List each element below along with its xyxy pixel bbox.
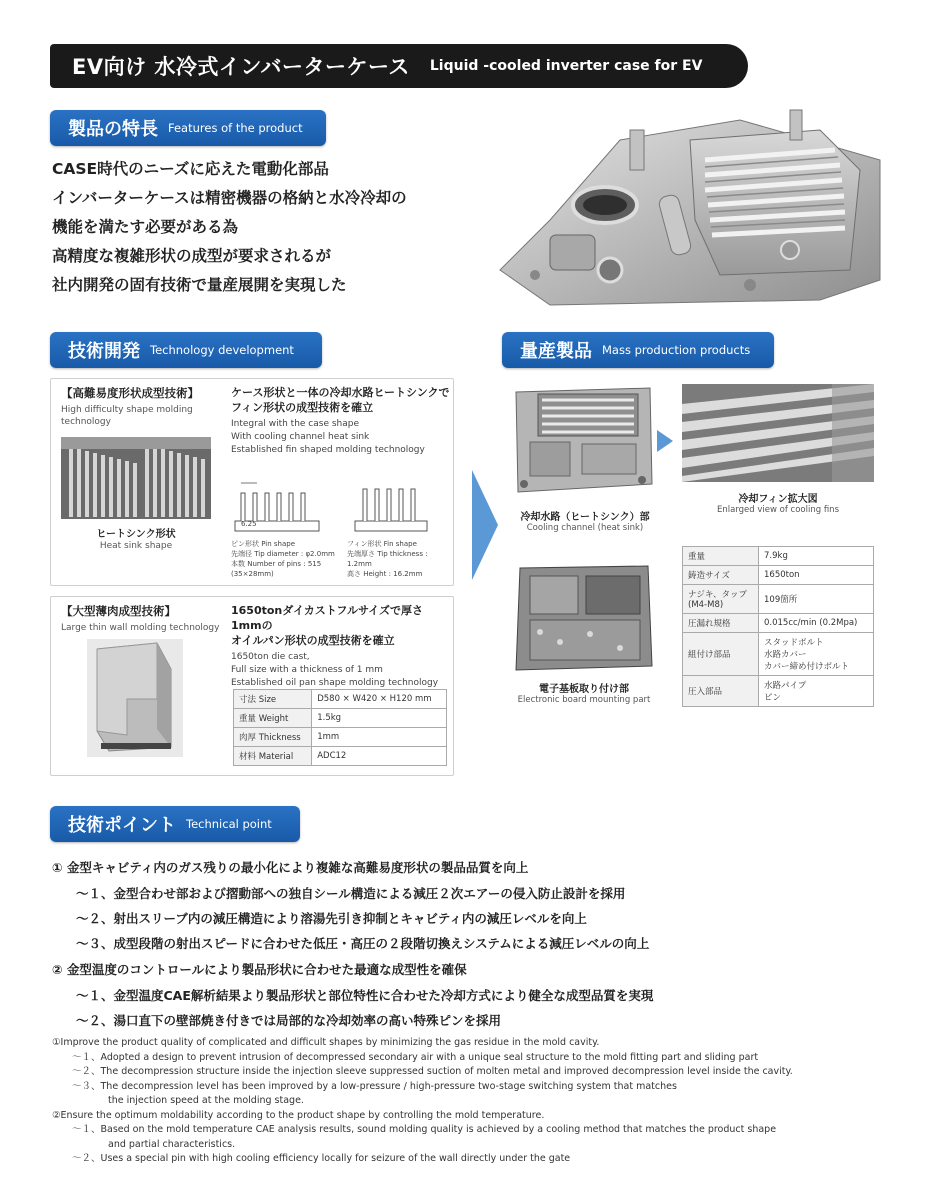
spec-value: 109箇所 xyxy=(759,585,874,614)
fins-caption-jp: 冷却フィン拡大図 xyxy=(738,494,818,505)
features-line: CASE時代のニーズに応えた電動化部品 xyxy=(52,160,329,178)
table-row xyxy=(683,566,874,585)
tech-point-en-line: ②Ensure the optimum moldability according to the product shape by controlling the mold temperature. xyxy=(52,1109,545,1121)
spec-value: 1650ton xyxy=(759,566,874,585)
mass-heading-en: Mass production products xyxy=(602,343,751,357)
spec-key: 肉厚 Thickness xyxy=(234,728,312,747)
fin-spec-3: 高さ Height : 16.2mm xyxy=(347,570,423,578)
board-caption-en: Electronic board mounting part xyxy=(517,695,651,705)
tech-point-english xyxy=(52,1036,912,1167)
spec-key: 組付け部品 xyxy=(683,633,759,676)
tech-point-en-line: ①Improve the product quality of complicated and difficult shapes by minimizing the gas residue in the mold cavity. xyxy=(52,1037,600,1048)
spec-key: ナジキ、タップ (M4-M8) xyxy=(683,585,759,614)
fin-shape-diagram xyxy=(351,475,431,535)
table-row xyxy=(683,547,874,566)
features-heading xyxy=(50,110,326,146)
board-caption-jp: 電子基板取り付け部 xyxy=(539,684,629,695)
spec-value: 1.5kg xyxy=(312,709,447,728)
panel1-desc-en-1: Integral with the case shape xyxy=(231,419,360,429)
panel1-desc-en-3: Established fin shaped molding technology xyxy=(231,445,425,455)
features-line: 高精度な複雑形状の成型が要求されるが xyxy=(52,247,332,265)
chevron-right-icon xyxy=(470,470,500,580)
oil-pan-photo xyxy=(87,639,183,757)
table-row xyxy=(683,676,874,707)
spec-key: 寸法 Size xyxy=(234,690,312,709)
spec-value: ADC12 xyxy=(312,747,447,766)
spec-value: 7.9kg xyxy=(759,547,874,566)
tech-point-line: ～１、金型温度CAE解析結果より製品形状と部位特性に合わせた冷却方式により健全な成型品質を実現 xyxy=(76,988,654,1003)
panel1-title-en-1: High difficulty shape molding xyxy=(61,405,193,415)
pin-spec-2: 先端径 Tip diameter : φ2.0mm xyxy=(231,550,335,558)
panel1-desc-jp-1: ケース形状と一体の冷却水路ヒートシンクで xyxy=(231,386,450,399)
tech-point-line: ～２、湯口直下の壁部焼き付きでは局部的な冷却効率の高い特殊ピンを採用 xyxy=(76,1013,502,1028)
heat-sink-caption-jp: ヒートシンク形状 xyxy=(96,529,176,540)
spec-key: 圧漏れ規格 xyxy=(683,614,759,633)
spec-key: 材料 Material xyxy=(234,747,312,766)
panel2-title-jp: 【大型薄肉成型技術】 xyxy=(61,604,176,618)
mass-heading-jp: 量産製品 xyxy=(520,341,592,362)
tech-point-line: ② 金型温度のコントロールにより製品形状に合わせた最適な成型性を確保 xyxy=(52,962,467,977)
tech-point-en-line: ～２、The decompression structure inside the injection sleeve suppressed suction of molten metal and improved decompression level inside the cavity. xyxy=(72,1066,793,1077)
electronic-board-photo xyxy=(510,562,658,674)
table-row xyxy=(683,633,874,676)
features-line: 機能を満たす必要がある為 xyxy=(52,218,239,236)
spec-value: 1mm xyxy=(312,728,447,747)
tech-dev-heading-en: Technology development xyxy=(150,343,294,357)
features-heading-en: Features of the product xyxy=(168,121,303,135)
panel1-title-en-2: technology xyxy=(61,417,111,427)
table-row xyxy=(234,709,447,728)
mass-heading xyxy=(502,332,774,368)
table-row xyxy=(234,690,447,709)
tech-point-heading-en: Technical point xyxy=(186,817,272,831)
table-row xyxy=(234,728,447,747)
oil-pan-spec-table xyxy=(233,689,447,766)
tech-point-line: ～３、成型段階の射出スピードに合わせた低圧・高圧の２段階切換えシステムによる減圧レベルの向上 xyxy=(76,936,650,951)
spec-value: スタッドボルト 水路カバー カバー締め付けボルト xyxy=(759,633,874,676)
panel1-desc-en-2: With cooling channel heat sink xyxy=(231,432,370,442)
panel1-title-jp: 【高難易度形状成型技術】 xyxy=(61,386,199,400)
pin-spec-3: 本数 Number of pins : 515 xyxy=(231,560,322,568)
features-heading-jp: 製品の特長 xyxy=(68,119,158,140)
spec-value: D580 × W420 × H120 mm xyxy=(312,690,447,709)
tech-point-en-line: ～３、The decompression level has been improved by a low-pressure / high-pressure two-stage switching system that matches xyxy=(72,1080,677,1092)
panel2-desc-en-1: 1650ton die cast, xyxy=(231,652,310,662)
title-bar xyxy=(50,44,748,88)
pin-dimension: 6.25 xyxy=(241,520,257,528)
panel1-desc-jp-2: フィン形状の成型技術を確立 xyxy=(231,401,374,414)
pin-spec-1: ピン形状 Pin shape xyxy=(231,540,296,548)
tech-point-en-line: and partial characteristics. xyxy=(108,1138,236,1150)
panel2-desc-en-3: Established oil pan shape molding technology xyxy=(231,678,439,688)
cooling-channel-photo xyxy=(510,384,655,496)
tech-point-heading-jp: 技術ポイント xyxy=(68,815,176,836)
cooling-caption-jp: 冷却水路（ヒートシンク）部 xyxy=(520,512,650,523)
tech-point-en-line: ～１、Based on the mold temperature CAE analysis results, sound molding quality is achieved by a cooling method that matches the product shape xyxy=(72,1124,777,1135)
tech-point-line: ① 金型キャビティ内のガス残りの最小化により複雑な高難易度形状の製品品質を向上 xyxy=(52,860,529,875)
tech-dev-heading-jp: 技術開発 xyxy=(68,341,140,362)
tech-point-en-line: ～１、Adopted a design to prevent intrusion of decompressed secondary air with a unique seal structure to the mold fitting part and sliding part xyxy=(72,1051,759,1063)
tech-point-line: ～１、金型合わせ部および摺動部への独自シール構造による減圧２次エアーの侵入防止設計を採用 xyxy=(76,886,626,901)
panel-fin-shape xyxy=(50,378,454,586)
pin-spec-4: (35×28mm) xyxy=(231,570,274,578)
tech-point-line: ～２、射出スリーブ内の減圧構造により溶湯先引き抑制とキャビティ内の減圧レベルを向上 xyxy=(76,911,587,926)
spec-value: 水路パイプ ピン xyxy=(759,676,874,707)
heat-sink-photo xyxy=(61,437,211,519)
panel2-desc-jp-2: オイルパン形状の成型技術を確立 xyxy=(231,634,395,647)
spec-value: 0.015cc/min (0.2Mpa) xyxy=(759,614,874,633)
spec-key: 圧入部品 xyxy=(683,676,759,707)
cooling-fins-photo xyxy=(682,384,874,482)
page-title-jp: EV向け 水冷式インバーターケース xyxy=(72,55,410,79)
tech-point-en-line: the injection speed at the molding stage. xyxy=(108,1095,304,1106)
triangle-right-icon xyxy=(657,430,673,452)
panel2-desc-jp-1: 1650tonダイカストフルサイズで厚さ1mmの xyxy=(231,604,424,632)
page-title-en: Liquid -cooled inverter case for EV xyxy=(429,58,703,74)
spec-key: 重量 Weight xyxy=(234,709,312,728)
table-row xyxy=(683,614,874,633)
spec-key: 鋳造サイズ xyxy=(683,566,759,585)
features-line: 社内開発の固有技術で量産展開を実現した xyxy=(52,276,347,294)
fins-caption-en: Enlarged view of cooling fins xyxy=(716,505,840,515)
tech-dev-heading xyxy=(50,332,322,368)
panel2-title-en: Large thin wall molding technology xyxy=(61,623,220,633)
features-text xyxy=(52,155,492,300)
heat-sink-caption-en: Heat sink shape xyxy=(99,541,173,551)
tech-point-en-line: ～２、Uses a special pin with high cooling efficiency locally for seizure of the wall directly under the gate xyxy=(72,1153,571,1164)
panel2-desc-en-2: Full size with a thickness of 1 mm xyxy=(231,665,383,675)
mass-spec-table xyxy=(682,546,874,707)
panel-oil-pan xyxy=(50,596,454,776)
fin-spec-2: 先端厚さ Tip thickness : 1.2mm xyxy=(347,550,428,568)
table-row xyxy=(683,585,874,614)
fin-spec-1: フィン形状 Fin shape xyxy=(347,540,417,548)
spec-key: 重量 xyxy=(683,547,759,566)
table-row xyxy=(234,747,447,766)
cooling-caption-en: Cooling channel (heat sink) xyxy=(526,523,644,533)
features-line: インバーターケースは精密機器の格納と水冷冷却の xyxy=(52,189,407,207)
inverter-case-photo xyxy=(490,100,890,310)
tech-point-heading xyxy=(50,806,300,842)
